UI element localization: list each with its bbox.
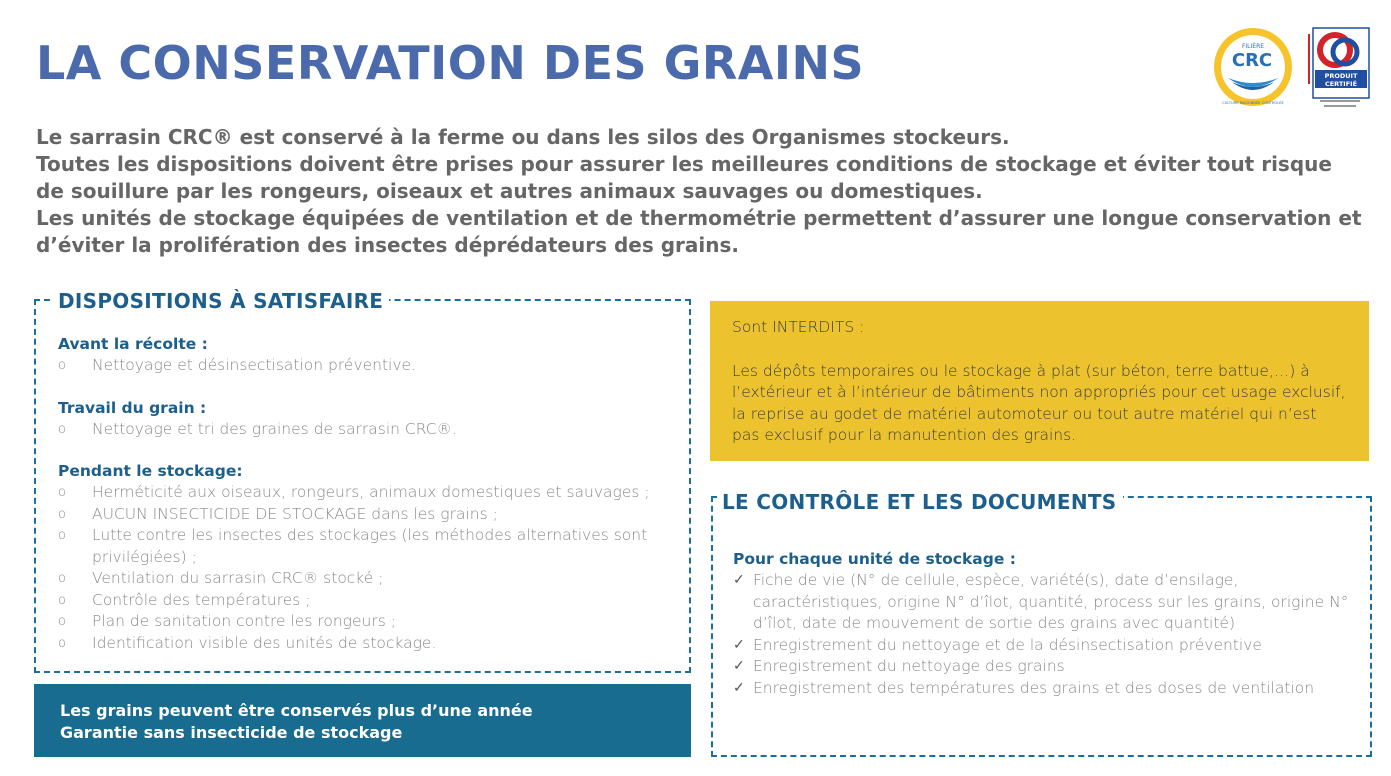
section-pendant-stockage [58,460,678,654]
bullet-icon: o [58,635,66,651]
intro-text [36,124,1366,259]
bullet-icon: o [58,614,66,629]
banner-line: Garantie sans insecticide de stockage [60,723,403,742]
svg-text:CRC: CRC [1231,50,1273,71]
section-heading: Pendant le stockage: [58,462,243,480]
intro-paragraph: Les unités de stockage équipées de ventilation et de thermométrie permettent d’assurer une longue conservation et d’éviter la prolifération des insectes déprédateurs des grains. [36,206,1362,257]
svg-text:PRODUIT: PRODUIT [1324,72,1358,80]
banner-line: Les grains peuvent être conservés plus d’une année [60,701,533,720]
bullet-icon: o [58,485,66,500]
bullet-icon: o [58,528,66,543]
svg-text:CULTURE RAISONNÉE CONTRÔLÉE: CULTURE RAISONNÉE CONTRÔLÉE [1222,101,1284,105]
list-item: o Nettoyage et tri des graines de sarrasin CRC®. [58,419,678,441]
list-item: ✓ Enregistrement des températures des grains et des doses de ventilation [733,678,1353,700]
check-icon: ✓ [733,679,745,696]
section-heading: Avant la récolte : [58,335,208,353]
section-travail-grain [58,397,678,441]
dispositions-box [34,299,691,673]
intro-paragraph: Toutes les dispositions doivent être prises pour assurer les meilleures conditions de stockage et éviter tout risque de souillure par les rongeurs, oiseaux et autres animaux sauvages ou domestiques. [36,152,1332,203]
check-icon: ✓ [733,572,745,588]
section-heading: Pour chaque unité de stockage : [733,550,1016,568]
list-item: ✓ Enregistrement du nettoyage et de la désinsectisation préventive [733,635,1353,657]
interdits-text: Les dépôts temporaires ou le stockage à plat (sur béton, terre battue,…) à l’extérieur et à l’intérieur de bâtiments non appropriés pour cet usage exclusif, la reprise au godet de matériel automoteur ou tout autre matériel qui n’est pas exclusif pour la manutention des grains. [732,361,1346,444]
list-item: o Lutte contre les insectes des stockages (les méthodes alternatives sont privilégiées) ; [58,526,648,566]
bullet-icon: o [58,592,66,608]
bullet-list [58,482,678,654]
list-item: o Herméticité aux oiseaux, rongeurs, animaux domestiques et sauvages ; [58,482,678,504]
list-item: o Ventilation du sarrasin CRC® stocké ; [58,568,678,590]
controle-box [711,496,1372,757]
list-item: o Identification visible des unités de stockage. [58,633,678,655]
list-item: ✓ Enregistrement du nettoyage des grains [733,656,1353,678]
crc-logo [1212,26,1294,108]
check-list [733,570,1353,699]
svg-text:FILIÈRE: FILIÈRE [1241,43,1265,50]
bullet-list [58,355,678,377]
bullet-icon: o [58,421,66,437]
bullet-icon: o [58,358,66,373]
dispositions-content [58,333,678,654]
interdits-box [710,301,1369,461]
list-item: o Contrôle des températures ; [58,590,678,612]
bullet-icon: o [58,506,66,522]
list-item: o Plan de sanitation contre les rongeurs ; [58,611,678,633]
svg-text:CERTIFIÉ: CERTIFIÉ [1324,80,1358,88]
list-item: o Nettoyage et désinsectisation préventive. [58,355,678,377]
check-icon: ✓ [733,658,745,674]
controle-title: LE CONTRÔLE ET LES DOCUMENTS [718,490,1123,514]
dispositions-title: DISPOSITIONS À SATISFAIRE [54,289,389,313]
list-item: ✓ Fiche de vie (N° de cellule, espèce, variété(s), date d’ensilage, caractéristiques, origine N° d’îlot, quantité, process sur les grains, origine N° d’îlot, date de mouvement de sortie des grains avec quantité) [733,571,1349,632]
controle-content [733,548,1353,699]
guarantee-banner [34,684,691,757]
page-title: LA CONSERVATION DES GRAINS [36,36,865,90]
bullet-icon: o [58,571,66,586]
bullet-list [58,419,678,441]
interdits-heading: Sont INTERDITS : [732,318,865,336]
section-heading: Travail du grain : [58,398,207,417]
produit-certifie-logo [1308,26,1372,112]
list-item: o AUCUN INSECTICIDE DE STOCKAGE dans les grains ; [58,504,678,526]
section-avant-recolte [58,333,678,377]
intro-paragraph: Le sarrasin CRC® est conservé à la ferme ou dans les silos des Organismes stockeurs. [36,125,1010,149]
check-icon: ✓ [733,636,745,653]
